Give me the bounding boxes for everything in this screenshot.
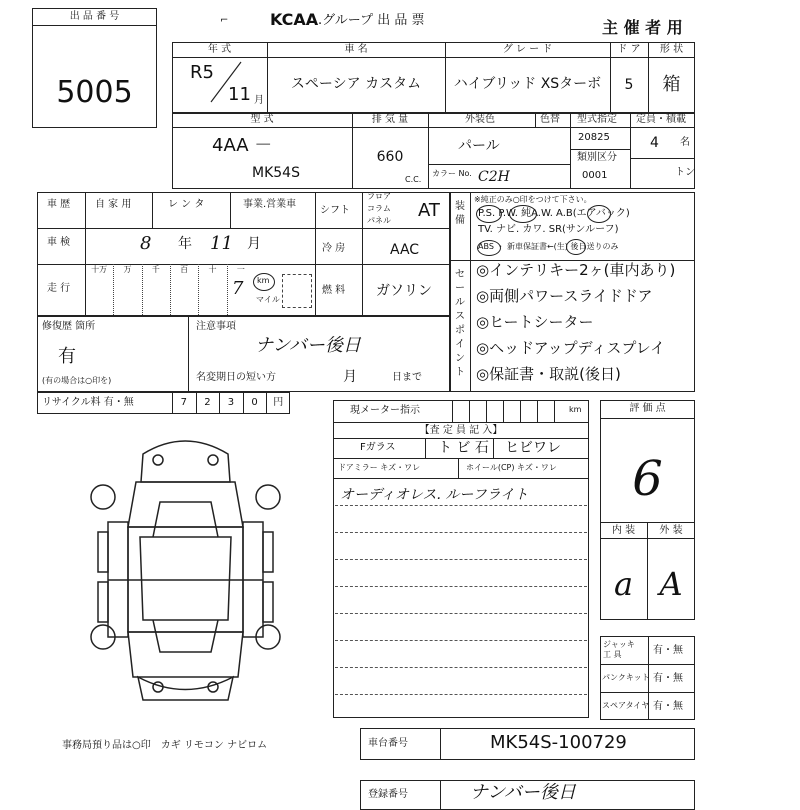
history-commercial: 事業.営業車: [243, 199, 297, 210]
exterior-color-label: 外装色: [465, 114, 495, 125]
displacement: 660: [376, 149, 404, 165]
recycle-label: リサイクル料 有・無: [42, 397, 134, 408]
inspection-label: 車 検: [47, 237, 71, 248]
notes-value: ナンバー後日: [255, 335, 361, 356]
notes-label: 注意事項: [196, 321, 236, 332]
fuel-value: ガソリン: [376, 283, 432, 299]
inspection-month: 11: [210, 233, 233, 254]
interior-label: 内 装: [611, 525, 636, 536]
history-rental: レ ン タ: [168, 199, 205, 210]
office-items-note: 事務局預り品は○印 カギ リモコン ナビロム: [62, 740, 268, 751]
capacity-label: 定員・積載: [636, 114, 686, 125]
history-private: 自 家 用: [95, 199, 132, 210]
jack-tools-value: 有・無: [653, 645, 683, 656]
spare-tire-value: 有・無: [653, 701, 683, 712]
chassis-number: MK54S-100729: [490, 732, 627, 753]
ac-label: 冷 房: [322, 243, 346, 254]
recycle-digit: 7: [180, 397, 187, 408]
year-label: 年 式: [207, 44, 232, 55]
exterior-score: A: [659, 565, 683, 603]
recycle-digit: 0: [251, 397, 258, 408]
mileage-digit-label: 十万: [91, 265, 108, 274]
mileage-label: 走 行: [47, 283, 71, 294]
body-shape-label: 形 状: [659, 44, 684, 55]
car-name-label: 車 名: [344, 44, 368, 55]
inspection-year-unit: 年: [178, 236, 192, 252]
inspector-header: 【査 定 員 記 入】: [419, 425, 503, 436]
shift-floor: フロア: [367, 192, 391, 201]
lot-number-label: 出 品 番 号: [69, 11, 120, 22]
puncture-kit-value: 有・無: [653, 673, 683, 684]
inspection-year: 8: [140, 233, 152, 254]
meter-unit: km: [569, 405, 582, 414]
registration-label: 登録番号: [368, 789, 408, 800]
shift-panel: パネル: [367, 216, 391, 225]
name-change-deadline-label: 名変期日の短い方: [196, 372, 276, 383]
repair-label: 修復歴 箇所: [42, 321, 96, 332]
sales-points-label: セールスポイント: [455, 269, 465, 378]
equipment-line-1: P.S. P.W. 純A.W. A.B(エアバック): [478, 208, 630, 219]
form-title: .グループ 出 品 票: [318, 13, 425, 28]
inspector-remark: オーディオレス. ルーフライト: [340, 487, 529, 503]
shift-value: AT: [418, 200, 440, 221]
history-label: 車 歴: [47, 199, 71, 210]
organizer-copy-label: 主 催 者 用: [602, 18, 683, 37]
mileage-digit-label: 十: [208, 265, 217, 274]
repair-note: (有の場合は○印を): [42, 376, 112, 385]
puncture-kit-label: パンクキット: [602, 673, 650, 682]
grade-label: グ レ ー ド: [502, 44, 553, 55]
era: R5: [190, 62, 214, 83]
lot-number: 5005: [56, 75, 133, 110]
car-diagram: [78, 432, 293, 717]
displacement-label: 排 気 量: [371, 114, 409, 125]
recycle-digit: 3: [227, 397, 235, 408]
registration-number: ナンバー後日: [470, 782, 576, 803]
model-year: 11: [228, 84, 251, 105]
doors: 5: [624, 77, 634, 93]
chipped-stone: ト ビ 石: [438, 440, 489, 456]
fuel-label: 燃 料: [322, 285, 346, 296]
cc-unit: C.C.: [405, 175, 422, 184]
equipment-line-3: ABS ・ 新車保証書←(生) 後日送りのみ: [478, 242, 619, 251]
category-label: 類別区分: [577, 152, 617, 163]
mileage-digit-label: 千: [151, 265, 160, 274]
color-no: C2H: [478, 169, 510, 185]
mileage-unit-km: km: [257, 276, 270, 285]
mileage-value: 7: [232, 278, 244, 299]
capacity-unit: 名: [680, 137, 690, 148]
jack-tools-label: ジャッキ 工 具: [603, 640, 635, 659]
sales-point-1: ◎インテリキー2ヶ(車内あり): [476, 261, 676, 279]
exterior-color: パール: [458, 138, 500, 154]
interior-score: a: [613, 565, 634, 603]
shift-label: シフト: [320, 205, 350, 216]
mileage-digit-label: 一: [236, 265, 245, 274]
body-shape: 箱: [662, 74, 681, 95]
deadline-day-unit: 日まで: [392, 372, 422, 383]
repair-value: 有: [58, 346, 76, 367]
load-unit: トン: [675, 167, 695, 178]
ac-value: AAC: [390, 242, 420, 258]
equipment-line-2: TV. ナビ. カワ. SR(サンルーフ): [478, 224, 619, 235]
color-change-label: 色替: [540, 114, 560, 125]
sales-point-5: ◎保証書・取説(後日): [476, 365, 621, 383]
wheel: ホイール(CP) キズ・ワレ: [466, 463, 557, 472]
brand-logo: KCAA: [270, 10, 319, 29]
spare-tire-label: スペアタイヤ: [602, 701, 650, 710]
recycle-unit: 円: [273, 397, 284, 408]
model-label: 型 式: [250, 114, 274, 125]
color-no-label: カラー No.: [432, 169, 472, 178]
shift-column: コラム: [367, 204, 391, 213]
grade: ハイブリッド XSターボ: [453, 76, 602, 92]
category: 0001: [582, 170, 608, 181]
equipment-note: ※純正のみ○印をつけて下さい。: [474, 195, 592, 204]
deadline-month-unit: 月: [343, 369, 357, 385]
door-mirror: ドアミラー キズ・ワレ: [338, 463, 421, 472]
month-unit: 月: [254, 95, 264, 106]
model-code: MK54S: [252, 165, 300, 181]
score-label: 評 価 点: [629, 403, 666, 414]
mileage-digit-label: 万: [123, 265, 132, 274]
score-value: 6: [632, 451, 663, 507]
capacity: 4: [650, 135, 659, 151]
mileage-digit-label: 百: [180, 265, 189, 274]
sales-point-4: ◎ヘッドアップディスプレイ: [476, 339, 666, 357]
car-name: スペーシア カスタム: [290, 76, 422, 92]
recycle-digit: 2: [204, 397, 211, 408]
lot-number-box: [32, 8, 157, 128]
meter-label: 現メーター指示: [350, 405, 420, 416]
crack: ヒビワレ: [505, 440, 561, 456]
mileage-unit-mile: マイル: [256, 295, 280, 304]
type-cert-label: 型式指定: [577, 114, 617, 125]
sales-point-3: ◎ヒートシーター: [476, 313, 594, 331]
exterior-label: 外 装: [659, 525, 683, 536]
model-prefix: 4AA －: [212, 135, 273, 156]
doors-label: ド ア: [617, 44, 641, 55]
chassis-label: 車台番号: [368, 738, 408, 749]
sales-point-2: ◎両側パワースライドドア: [476, 287, 653, 305]
type-cert: 20825: [578, 132, 610, 143]
inspection-month-unit: 月: [247, 236, 261, 252]
front-glass: Fガラス: [360, 442, 396, 453]
equipment-label: 装 備: [455, 201, 465, 226]
